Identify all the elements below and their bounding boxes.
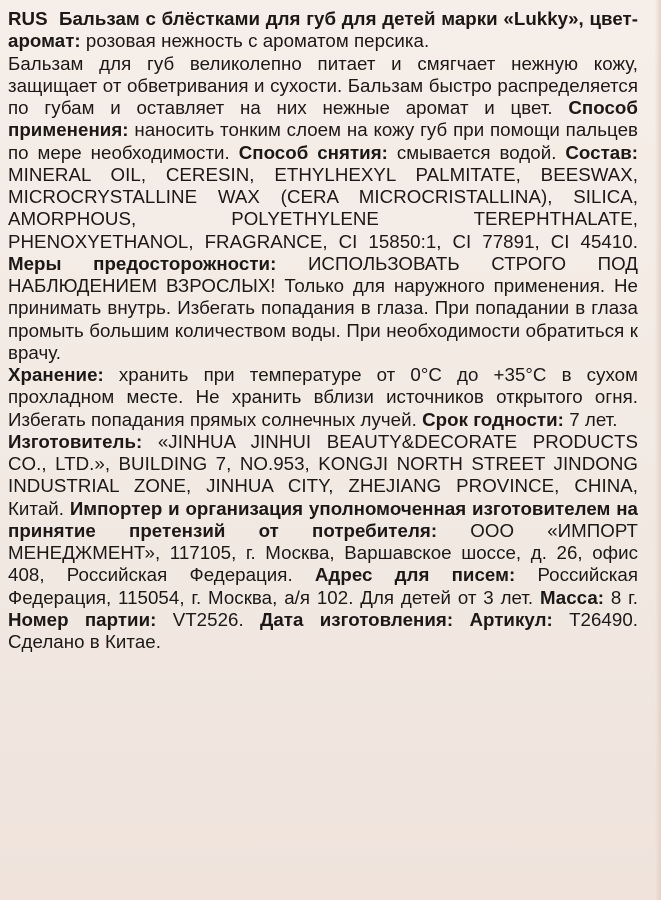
mail-address-heading: Адрес для писем:: [314, 564, 516, 586]
ingredients-text: MINERAL OIL, CERESIN, ETHYLHEXYL PALMITATE, BEESWAX, MICROCRYSTALLINE WAX (CERA MICROCRISTALLINA), SILICA, AMORPHOUS, POLYETHYLENE TEREPHTHALATE, PHENOXYETHANOL, FRAGRANCE, CI 15850:1, CI 77891, CI 45410.: [8, 163, 638, 252]
label-text: [8, 8, 638, 653]
product-shade: розовая нежность с ароматом персика.: [80, 30, 430, 52]
importer-heading: Импортер и организация уполномоченная изготовителем на принятие претензий от потребителя:: [8, 497, 638, 541]
manufacture-date-text: [453, 609, 469, 630]
article-heading: Артикул:: [469, 608, 553, 630]
precautions-text: ИСПОЛЬЗОВАТЬ СТРОГО ПОД НАБЛЮДЕНИЕМ ВЗРОСЛЫХ! Только для наружного применения. Не принимать внутрь. Избегать попадания в глаза. При попадании в глаза промыть большим количеством воды. При необходимости обратиться к врачу.: [8, 252, 638, 363]
storage-text: хранить при температуре от 0°C до +35°C в сухом прохладном месте. Не хранить вблизи источников открытого огня. Избегать попадания прямых солнечных лучей.: [8, 364, 638, 430]
usage-heading: Способ применения:: [8, 97, 638, 141]
removal-text: смывается водой.: [387, 141, 566, 163]
shelf-life-text: 7 лет.: [563, 408, 618, 430]
manufacturer-text: «JINHUA JINHUI BEAUTY&DECORATE PRODUCTS CO., LTD.», BUILDING 7, NO.953, KONGJI NORTH STREET JINDONG INDUSTRIAL ZONE, JINHUA CITY, ZHEJIANG PROVINCE, CHINA, Китай.: [8, 430, 638, 519]
product-description: Бальзам для губ великолепно питает и смягчает нежную кожу, защищает от обветривания и сухости. Бальзам быстро распределяется по губам и оставляет на них нежные аромат и цвет.: [8, 52, 638, 118]
batch-text: VT2526.: [156, 608, 260, 630]
box-edge-shadow: [655, 0, 661, 900]
article-text: T26490. Сделано в Китае.: [8, 608, 639, 652]
ingredients-heading: Состав:: [565, 141, 639, 163]
precautions-heading: Меры предосторожности:: [8, 252, 277, 274]
removal-heading: Способ снятия:: [238, 141, 388, 163]
language-code: RUS: [8, 8, 48, 29]
mass-text: 8 г.: [604, 586, 638, 608]
product-title: Бальзам с блёстками для губ для детей марки «Lukky», цвет-аромат:: [8, 8, 638, 52]
batch-heading: Номер партии:: [8, 608, 157, 630]
usage-text: наносить тонким слоем на кожу губ при помощи пальцев по мере необходимости.: [8, 119, 638, 163]
manufacturer-heading: Изготовитель:: [8, 430, 143, 452]
mail-address-text: Российская Федерация, 115054, г. Москва, а/я 102. Для детей от 3 лет.: [8, 564, 638, 608]
mass-heading: Масса:: [539, 586, 605, 608]
importer-text: ООО «ИМПОРТ МЕНЕДЖМЕНТ», 117105, г. Москва, Варшавское шоссе, д. 26, офис 408, Российская Федерация.: [8, 519, 638, 586]
spacer: [48, 8, 59, 29]
storage-heading: Хранение:: [8, 364, 104, 385]
manufacture-date-heading: Дата изготовления:: [260, 608, 454, 630]
shelf-life-heading: Срок годности:: [422, 408, 564, 430]
